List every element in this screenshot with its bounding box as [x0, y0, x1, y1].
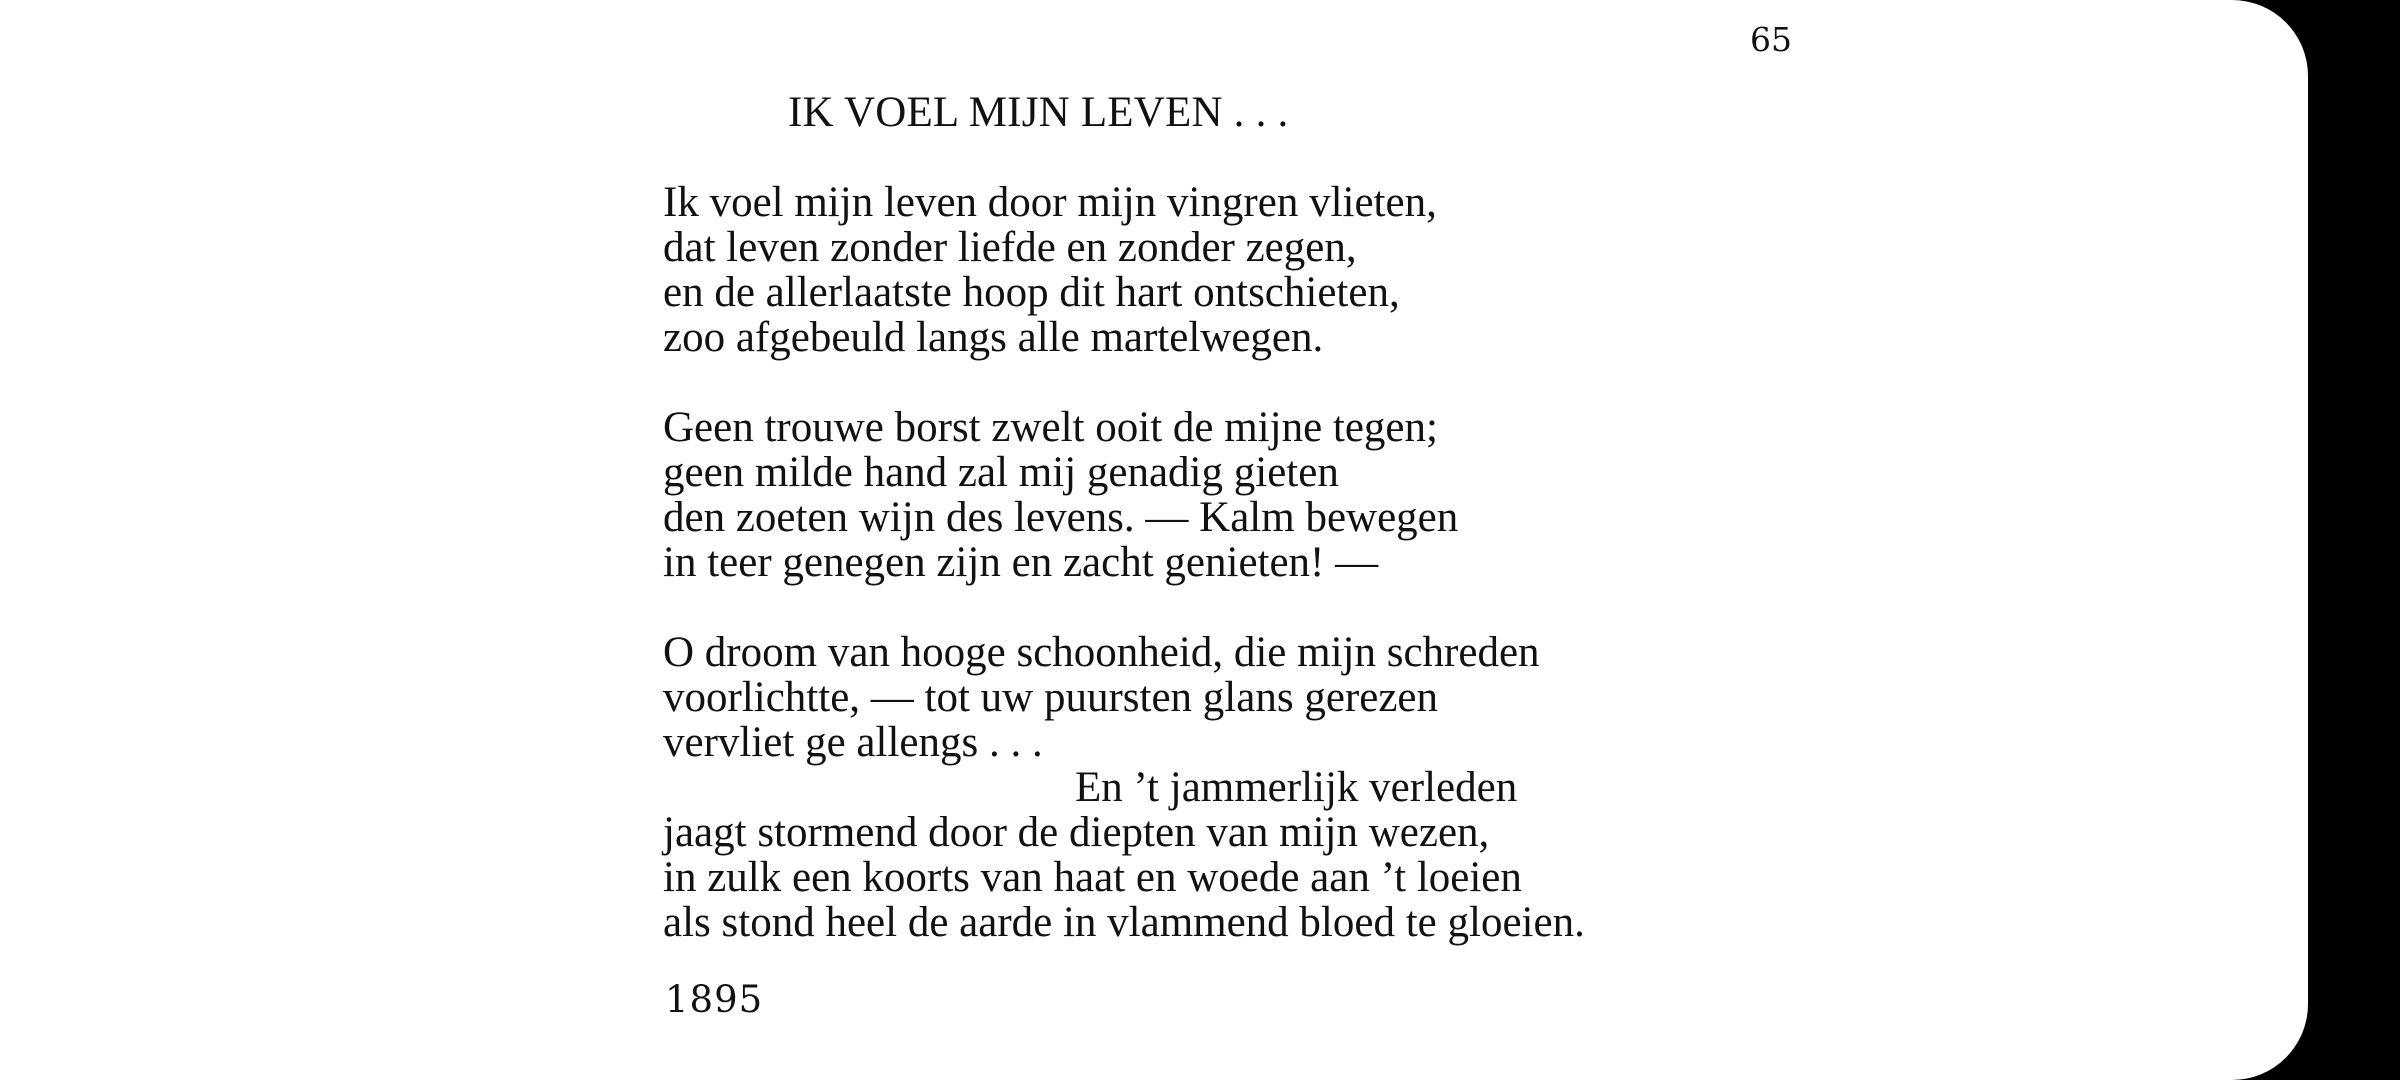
poem-line: als stond heel de aarde in vlammend bloed te gloeien. — [663, 899, 1585, 946]
poem-line: dat leven zonder liefde en zonder zegen, — [663, 224, 1357, 271]
poem-line: zoo afgebeuld langs alle martelwegen. — [663, 314, 1324, 361]
page-number: 65 — [1750, 20, 1792, 59]
poem-line: en de allerlaatste hoop dit hart ontschieten, — [663, 269, 1400, 316]
poem-line-indented: En ’t jammerlijk verleden — [1075, 764, 1518, 811]
poem-line: in zulk een koorts van haat en woede aan ’t loeien — [663, 854, 1522, 901]
stanza-1 — [663, 180, 1585, 360]
stanza-3 — [663, 630, 1585, 945]
poem-line: den zoeten wijn des levens. — Kalm bewegen — [663, 494, 1459, 541]
poem-line: jaagt stormend door de diepten van mijn wezen, — [663, 809, 1490, 856]
poem-line: Geen trouwe borst zwelt ooit de mijne tegen; — [663, 404, 1438, 451]
poem-title: IK VOEL MIJN LEVEN . . . — [788, 89, 1289, 136]
poem-body — [663, 180, 1585, 945]
poem-line: voorlichtte, — tot uw puursten glans gerezen — [663, 674, 1438, 721]
poem-line: Ik voel mijn leven door mijn vingren vlieten, — [663, 179, 1437, 226]
poem-year: 1895 — [665, 978, 764, 1021]
poem-line: O droom van hooge schoonheid, die mijn schreden — [663, 629, 1540, 676]
stanza-2 — [663, 405, 1585, 585]
poem-line: geen milde hand zal mij genadig gieten — [663, 449, 1339, 496]
poem-line: in teer genegen zijn en zacht genieten! — — [663, 539, 1379, 586]
poem-line: vervliet ge allengs . . . — [663, 719, 1043, 766]
